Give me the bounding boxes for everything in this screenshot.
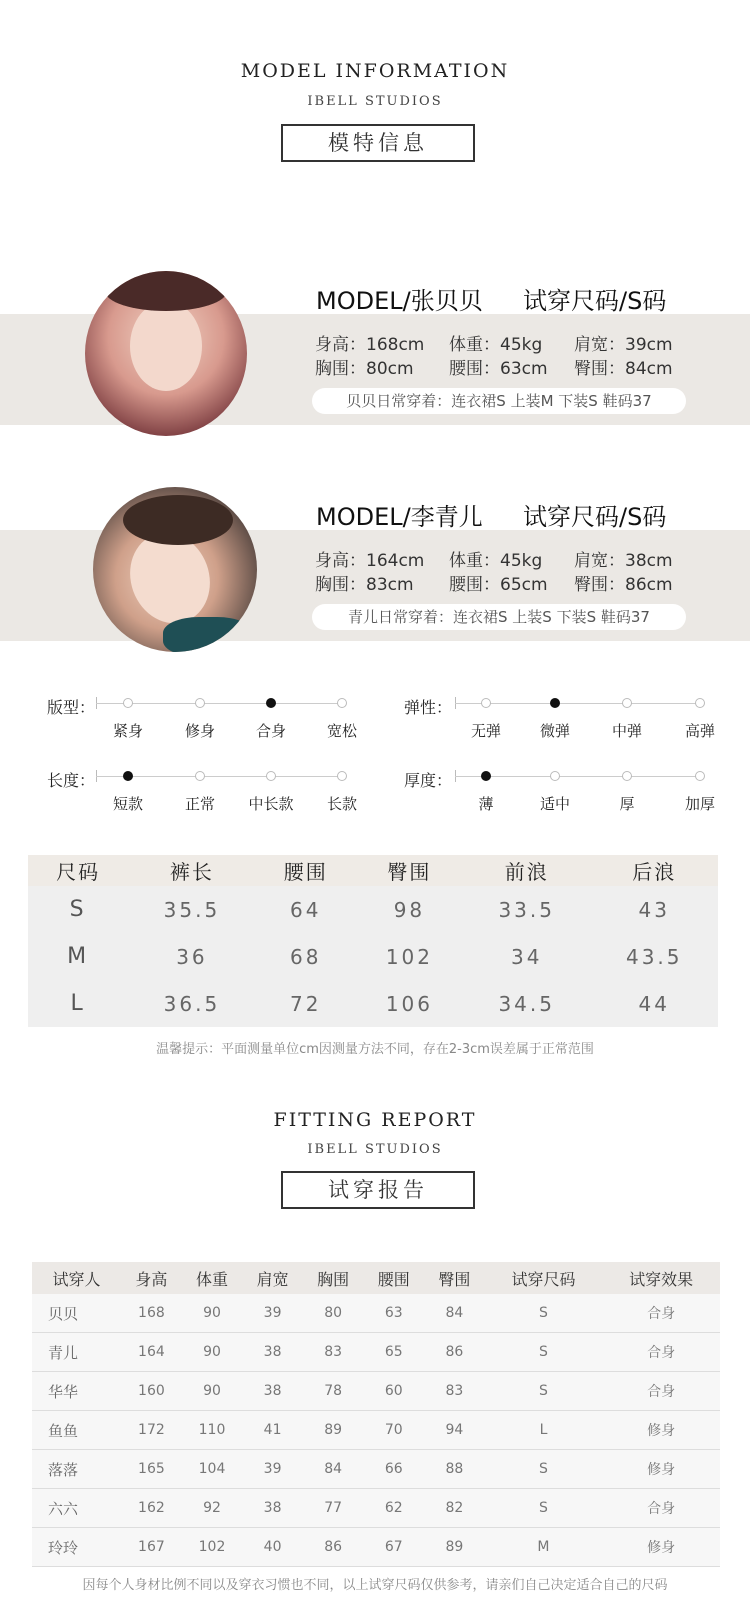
table-row <box>32 1528 720 1567</box>
fitting-cell: S <box>485 1489 603 1528</box>
scale-label: 弹性： <box>404 698 453 717</box>
model-stat: 臀围：84cm <box>574 359 673 379</box>
model-info-subtitle: IBELL STUDIOS <box>307 94 443 109</box>
hair-shape <box>105 271 227 311</box>
size-cell: 72 <box>290 991 322 1016</box>
fitting-cell: 66 <box>363 1450 424 1489</box>
scale-option: 合身 <box>255 722 286 740</box>
model-stat: 胸围：80cm <box>315 359 414 379</box>
fitting-cell: 86 <box>303 1528 364 1567</box>
size-cell: 43.5 <box>625 944 683 969</box>
fitting-cell: 65 <box>363 1333 424 1372</box>
fitting-cell: 38 <box>242 1333 303 1372</box>
scale-option: 加厚 <box>684 795 715 813</box>
fitting-cell: 玲玲 <box>32 1528 121 1567</box>
fitting-cell: 贝贝 <box>32 1294 121 1333</box>
fitting-cell: S <box>485 1372 603 1411</box>
size-cell: 106 <box>385 991 434 1016</box>
fitting-cell: 落落 <box>32 1450 121 1489</box>
fitting-cell: 86 <box>424 1333 485 1372</box>
scale-option: 薄 <box>478 795 494 813</box>
fitting-cell: 162 <box>121 1489 182 1528</box>
scale-label: 版型： <box>47 698 96 717</box>
scale-dot <box>123 698 133 708</box>
scale-label: 长度： <box>47 771 96 790</box>
fitting-cell: 78 <box>303 1372 364 1411</box>
size-cell: 98 <box>393 897 426 922</box>
fitting-cell: 77 <box>303 1489 364 1528</box>
fitting-cell: 67 <box>363 1528 424 1567</box>
model-stat: 胸围：83cm <box>315 575 414 595</box>
fitting-header-cell: 体重 <box>182 1262 243 1294</box>
size-header-cell: 后浪 <box>590 855 718 886</box>
size-header-cell: 腰围 <box>256 855 356 886</box>
table-row <box>28 886 718 933</box>
fitting-cell: 89 <box>303 1411 364 1450</box>
fitting-cell: 60 <box>363 1372 424 1411</box>
fitting-cell: S <box>485 1333 603 1372</box>
size-cell: 43 <box>638 897 670 922</box>
fitting-cell: 70 <box>363 1411 424 1450</box>
scale-option: 中弹 <box>611 722 642 740</box>
fitting-cell: 164 <box>121 1333 182 1372</box>
fitting-cell: 修身 <box>602 1450 720 1489</box>
fitting-cell: 青儿 <box>32 1333 121 1372</box>
fitting-header-cell: 肩宽 <box>242 1262 303 1294</box>
scale-option: 无弹 <box>470 722 501 740</box>
fitting-cell: 90 <box>182 1333 243 1372</box>
fitting-cell: 88 <box>424 1450 485 1489</box>
table-row <box>28 980 718 1027</box>
model-stat: 腰围：63cm <box>449 359 548 379</box>
size-cell: 68 <box>290 944 322 969</box>
model-stat: 身高：164cm <box>315 551 425 571</box>
scale-option: 宽松 <box>326 722 357 740</box>
fitting-table-header <box>32 1262 720 1294</box>
scale-dot <box>195 698 205 708</box>
fitting-cell: 168 <box>121 1294 182 1333</box>
size-header-cell: 裤长 <box>128 855 255 886</box>
fitting-cell: 90 <box>182 1372 243 1411</box>
scale-label: 厚度： <box>404 771 453 790</box>
size-cell: 33.5 <box>498 897 555 922</box>
fitting-cell: 39 <box>242 1294 303 1333</box>
fitting-subtitle: IBELL STUDIOS <box>307 1142 443 1157</box>
size-cell: 44 <box>638 991 670 1016</box>
size-cell: 34.5 <box>498 991 555 1016</box>
size-cell: L <box>70 991 86 1016</box>
table-row <box>32 1333 720 1372</box>
fitting-note: 因每个人身材比例不同以及穿衣习惯也不同，以上试穿尺码仅供参考，请亲们自己决定适合自己的尺码 <box>82 1578 668 1593</box>
fitting-cell: 80 <box>303 1294 364 1333</box>
size-cell: 102 <box>385 944 434 969</box>
fitting-cell: 合身 <box>602 1294 720 1333</box>
fitting-cell: 104 <box>182 1450 243 1489</box>
face-shape <box>130 301 202 391</box>
fitting-cell: 华华 <box>32 1372 121 1411</box>
fitting-cell: 90 <box>182 1294 243 1333</box>
model-stat: 肩宽：38cm <box>574 551 673 571</box>
model-stat: 肩宽：39cm <box>574 335 673 355</box>
scale-option: 紧身 <box>112 722 143 740</box>
table-row <box>28 933 718 980</box>
fitting-cell: S <box>485 1294 603 1333</box>
size-header-cell: 尺码 <box>28 855 128 886</box>
table-row <box>32 1489 720 1528</box>
fitting-table <box>32 1262 720 1567</box>
fitting-cell: S <box>485 1450 603 1489</box>
fitting-cell: 62 <box>363 1489 424 1528</box>
model-info-title: MODEL INFORMATION <box>240 60 510 82</box>
fitting-cell: 修身 <box>602 1528 720 1567</box>
fitting-cell: 合身 <box>602 1489 720 1528</box>
fitting-header-cell: 试穿尺码 <box>485 1262 603 1294</box>
scale-dot <box>550 771 560 781</box>
scale-dot-selected <box>266 698 276 708</box>
scale-option: 修身 <box>184 722 215 740</box>
scale-option: 适中 <box>539 795 570 813</box>
fitting-cell: 41 <box>242 1411 303 1450</box>
model-daily-wear: 青儿日常穿着：连衣裙S 上装S 下装S 鞋码37 <box>312 604 686 630</box>
fitting-header-cell: 试穿人 <box>32 1262 121 1294</box>
scale-dot-selected <box>550 698 560 708</box>
hair-shape <box>123 495 233 545</box>
table-row <box>32 1450 720 1489</box>
fitting-cell: 83 <box>303 1333 364 1372</box>
scale-dot <box>481 698 491 708</box>
model-stat: 身高：168cm <box>315 335 425 355</box>
model-name: MODEL/李青儿 <box>316 503 483 531</box>
model-info-cn-title: 模特信息 <box>281 124 475 162</box>
fitting-cell: 合身 <box>602 1372 720 1411</box>
scale-dot <box>695 698 705 708</box>
scale-dot <box>695 771 705 781</box>
fitting-header-cell: 试穿效果 <box>602 1262 720 1294</box>
scale-option: 中长款 <box>248 795 294 813</box>
size-table-header <box>28 855 718 886</box>
fitting-cell: L <box>485 1411 603 1450</box>
fitting-cell: 83 <box>424 1372 485 1411</box>
size-header-cell: 臀围 <box>356 855 463 886</box>
size-cell: 34 <box>511 944 543 969</box>
table-row <box>32 1372 720 1411</box>
scale-option: 高弹 <box>684 722 715 740</box>
fitting-cell: 鱼鱼 <box>32 1411 121 1450</box>
model-stat: 臀围：86cm <box>574 575 673 595</box>
size-note: 温馨提示：平面测量单位cm因测量方法不同，存在2-3cm误差属于正常范围 <box>156 1042 594 1057</box>
fitting-cn-title: 试穿报告 <box>281 1171 475 1209</box>
scale-dot <box>266 771 276 781</box>
scale-dot <box>337 771 347 781</box>
table-row <box>32 1411 720 1450</box>
fitting-cell: 39 <box>242 1450 303 1489</box>
fitting-cell: 63 <box>363 1294 424 1333</box>
model-daily-wear: 贝贝日常穿着：连衣裙S 上装M 下装S 鞋码37 <box>312 388 686 414</box>
fitting-cell: 38 <box>242 1489 303 1528</box>
fitting-cell: 六六 <box>32 1489 121 1528</box>
size-cell: 35.5 <box>163 897 221 922</box>
size-table <box>28 855 718 1027</box>
model-name: MODEL/张贝贝 <box>316 287 483 315</box>
scale-option: 短款 <box>112 795 143 813</box>
fitting-header-cell: 胸围 <box>303 1262 364 1294</box>
size-cell: S <box>69 897 87 922</box>
sweater-shape <box>163 617 253 652</box>
fitting-header-cell: 腰围 <box>363 1262 424 1294</box>
fitting-cell: 160 <box>121 1372 182 1411</box>
model-try-size: 试穿尺码/S码 <box>523 503 667 531</box>
size-header-cell: 前浪 <box>463 855 590 886</box>
scale-option: 微弹 <box>539 722 570 740</box>
model-avatar <box>85 271 247 436</box>
model-try-size: 试穿尺码/S码 <box>523 287 667 315</box>
size-cell: M <box>67 944 90 969</box>
scale-dot <box>337 698 347 708</box>
fitting-cell: 84 <box>303 1450 364 1489</box>
model-avatar <box>93 487 257 652</box>
fitting-cell: M <box>485 1528 603 1567</box>
scale-track <box>455 703 700 704</box>
fitting-header-cell: 身高 <box>121 1262 182 1294</box>
size-cell: 36.5 <box>163 991 221 1016</box>
fitting-cell: 165 <box>121 1450 182 1489</box>
fitting-cell: 38 <box>242 1372 303 1411</box>
scale-dot <box>195 771 205 781</box>
model-stat: 腰围：65cm <box>449 575 548 595</box>
scale-track <box>455 776 700 777</box>
fitting-header-cell: 臀围 <box>424 1262 485 1294</box>
fitting-cell: 167 <box>121 1528 182 1567</box>
scale-option: 长款 <box>326 795 357 813</box>
scale-dot <box>622 698 632 708</box>
fitting-cell: 92 <box>182 1489 243 1528</box>
fitting-title: FITTING REPORT <box>273 1109 477 1131</box>
fitting-cell: 40 <box>242 1528 303 1567</box>
scale-option: 厚 <box>619 795 635 813</box>
scale-dot-selected <box>123 771 133 781</box>
scale-dot-selected <box>481 771 491 781</box>
fitting-cell: 110 <box>182 1411 243 1450</box>
fitting-cell: 84 <box>424 1294 485 1333</box>
model-stat: 体重：45kg <box>449 551 543 571</box>
fitting-cell: 94 <box>424 1411 485 1450</box>
fitting-cell: 修身 <box>602 1411 720 1450</box>
fitting-cell: 102 <box>182 1528 243 1567</box>
scale-option: 正常 <box>184 795 215 813</box>
table-row <box>32 1294 720 1333</box>
size-cell: 36 <box>176 944 208 969</box>
fitting-cell: 89 <box>424 1528 485 1567</box>
fitting-cell: 82 <box>424 1489 485 1528</box>
fitting-cell: 合身 <box>602 1333 720 1372</box>
model-stat: 体重：45kg <box>449 335 543 355</box>
size-cell: 64 <box>290 897 322 922</box>
fitting-cell: 172 <box>121 1411 182 1450</box>
scale-dot <box>622 771 632 781</box>
